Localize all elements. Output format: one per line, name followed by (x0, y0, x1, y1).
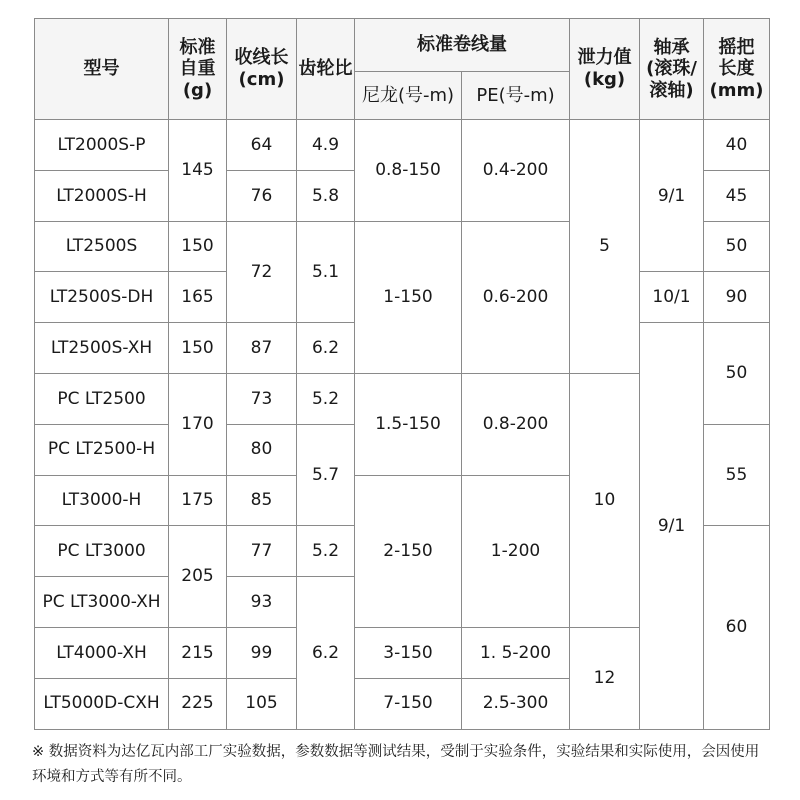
weight-cell: 145 (169, 120, 227, 222)
model-cell: PC LT3000 (35, 526, 169, 577)
gear-cell: 5.1 (297, 221, 355, 323)
model-cell: LT2500S-XH (35, 323, 169, 374)
weight-cell: 170 (169, 373, 227, 475)
handle-cell: 45 (704, 170, 770, 221)
handle-cell: 50 (704, 323, 770, 425)
weight-cell: 150 (169, 221, 227, 272)
header-retrieve: 收线长 (cm) (227, 19, 297, 120)
drag-cell: 12 (570, 627, 640, 729)
model-cell: LT4000-XH (35, 627, 169, 678)
retrieve-cell: 80 (227, 424, 297, 475)
nylon-cell: 7-150 (355, 678, 462, 729)
retrieve-cell: 64 (227, 120, 297, 171)
handle-cell: 40 (704, 120, 770, 171)
pe-cell: 0.4-200 (462, 120, 570, 222)
retrieve-cell: 93 (227, 577, 297, 628)
gear-cell: 6.2 (297, 323, 355, 374)
weight-cell: 175 (169, 475, 227, 526)
pe-cell: 0.8-200 (462, 373, 570, 475)
model-cell: PC LT3000-XH (35, 577, 169, 628)
retrieve-cell: 87 (227, 323, 297, 374)
weight-cell: 225 (169, 678, 227, 729)
header-bearing: 轴承 (滚珠/ 滚轴) (640, 19, 704, 120)
model-cell: PC LT2500-H (35, 424, 169, 475)
gear-cell: 5.2 (297, 373, 355, 424)
header-handle-length: 摇把 长度 (mm) (704, 19, 770, 120)
spec-table (34, 18, 770, 730)
bearing-cell: 9/1 (640, 323, 704, 729)
model-cell: LT2500S-DH (35, 272, 169, 323)
header-gear-ratio: 齿轮比 (297, 19, 355, 120)
nylon-cell: 1-150 (355, 221, 462, 373)
retrieve-cell: 76 (227, 170, 297, 221)
nylon-cell: 2-150 (355, 475, 462, 627)
model-cell: LT5000D-CXH (35, 678, 169, 729)
header-weight: 标准 自重 (g) (169, 19, 227, 120)
handle-cell: 50 (704, 221, 770, 272)
nylon-cell: 1.5-150 (355, 373, 462, 475)
gear-cell: 5.2 (297, 526, 355, 577)
retrieve-cell: 72 (227, 221, 297, 323)
weight-cell: 165 (169, 272, 227, 323)
weight-cell: 215 (169, 627, 227, 678)
header-model: 型号 (35, 19, 169, 120)
handle-cell: 55 (704, 424, 770, 526)
drag-cell: 10 (570, 373, 640, 627)
header-drag: 泄力值 (kg) (570, 19, 640, 120)
disclaimer-note: ※ 数据资料为达亿瓦内部工厂实验数据，参数数据等测试结果，受制于实验条件，实验结果和实际使用，会因使用环境和方式等有所不同。 (32, 744, 760, 785)
gear-cell: 6.2 (297, 577, 355, 729)
weight-cell: 205 (169, 526, 227, 628)
model-cell: LT2000S-H (35, 170, 169, 221)
drag-cell: 5 (570, 120, 640, 374)
handle-cell: 90 (704, 272, 770, 323)
pe-cell: 2.5-300 (462, 678, 570, 729)
handle-cell: 60 (704, 526, 770, 729)
model-cell: PC LT2500 (35, 373, 169, 424)
bearing-cell: 10/1 (640, 272, 704, 323)
gear-cell: 5.7 (297, 424, 355, 526)
weight-cell: 150 (169, 323, 227, 374)
model-cell: LT2500S (35, 221, 169, 272)
table-row (35, 120, 770, 171)
nylon-cell: 3-150 (355, 627, 462, 678)
pe-cell: 1. 5-200 (462, 627, 570, 678)
header-pe: PE(号-m) (462, 72, 570, 120)
header-line-capacity: 标准卷线量 (355, 19, 570, 72)
retrieve-cell: 105 (227, 678, 297, 729)
header-nylon: 尼龙(号-m) (355, 72, 462, 120)
retrieve-cell: 99 (227, 627, 297, 678)
nylon-cell: 0.8-150 (355, 120, 462, 222)
retrieve-cell: 77 (227, 526, 297, 577)
gear-cell: 4.9 (297, 120, 355, 171)
model-cell: LT3000-H (35, 475, 169, 526)
retrieve-cell: 85 (227, 475, 297, 526)
model-cell: LT2000S-P (35, 120, 169, 171)
pe-cell: 1-200 (462, 475, 570, 627)
gear-cell: 5.8 (297, 170, 355, 221)
pe-cell: 0.6-200 (462, 221, 570, 373)
bearing-cell: 9/1 (640, 120, 704, 272)
retrieve-cell: 73 (227, 373, 297, 424)
